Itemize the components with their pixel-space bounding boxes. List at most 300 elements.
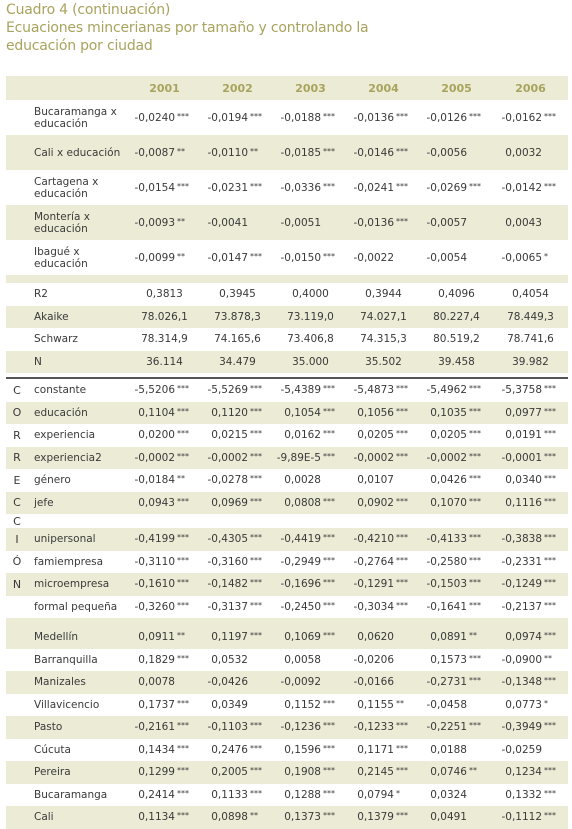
stat-value: 0,4054	[512, 288, 549, 301]
coef-value: 0,1054	[284, 406, 321, 419]
coef-cell	[493, 671, 568, 694]
significance-stars: ***	[544, 111, 556, 121]
coef-cell	[128, 626, 201, 649]
coef-cell	[274, 739, 347, 762]
significance-stars: ***	[250, 788, 262, 798]
coef-cell	[128, 649, 201, 672]
coef-cell	[420, 573, 493, 596]
stat-value: 78.314,9	[141, 333, 188, 346]
coef-value: -0,2137	[501, 600, 542, 613]
coef-cell	[493, 492, 568, 515]
coef-cell	[420, 806, 493, 829]
coef-value: 0,0902	[357, 496, 394, 509]
significance-stars: ***	[396, 555, 408, 565]
row-label: R2	[34, 288, 48, 301]
significance-stars: ***	[469, 474, 481, 484]
coef-value: 0,2476	[211, 743, 248, 756]
row-label	[28, 514, 128, 528]
significance-stars: ***	[323, 533, 335, 543]
coef-cell	[274, 100, 347, 135]
row-label: Cúcuta	[34, 743, 71, 756]
stat-value: 74.165,6	[214, 333, 261, 346]
coef-value: -0,0231	[207, 181, 248, 194]
coef-value: -0,0240	[134, 111, 175, 124]
coef-cell	[201, 135, 274, 170]
coef-cell	[128, 573, 201, 596]
coef-cell	[420, 716, 493, 739]
coef-cell	[201, 649, 274, 672]
coef-value: 0,0808	[284, 496, 321, 509]
coef-cell	[347, 170, 420, 205]
row-label: Pereira	[28, 761, 128, 784]
year-header: 2001	[128, 76, 201, 100]
coef-value: -0,0241	[353, 181, 394, 194]
row-label: formal pequeña	[34, 600, 118, 613]
significance-stars: ***	[323, 429, 335, 439]
coef-cell	[201, 671, 274, 694]
coef-cell	[347, 716, 420, 739]
coef-cell	[420, 135, 493, 170]
significance-stars: ***	[469, 555, 481, 565]
coef-value: -0,0099	[134, 251, 175, 264]
coef-cell	[274, 671, 347, 694]
coef-cell	[347, 649, 420, 672]
table-row	[6, 694, 568, 717]
coef-cell	[493, 424, 568, 447]
coef-value: 0,0032	[505, 146, 542, 159]
side-letter: R	[6, 447, 28, 470]
coef-value: 0,1596	[284, 743, 321, 756]
coef-cell	[493, 694, 568, 717]
significance-stars: ***	[396, 600, 408, 610]
coef-cell	[128, 694, 201, 717]
header-row	[6, 76, 568, 100]
coef-value: 0,0162	[284, 429, 321, 442]
significance-stars: ***	[323, 788, 335, 798]
stat-value: 34.479	[201, 351, 274, 374]
coef-cell	[420, 671, 493, 694]
table-row	[6, 671, 568, 694]
significance-stars: ***	[177, 451, 189, 461]
coef-cell	[347, 596, 420, 619]
significance-stars: **	[250, 811, 258, 821]
row-label: Akaike	[28, 306, 128, 329]
coef-cell	[274, 424, 347, 447]
coef-cell	[274, 761, 347, 784]
coef-cell	[347, 784, 420, 807]
coef-value: -0,3034	[353, 600, 394, 613]
significance-stars: ***	[177, 533, 189, 543]
significance-stars: ***	[469, 676, 481, 686]
coef-value: 0,0620	[357, 631, 394, 644]
coef-value: -0,0336	[280, 181, 321, 194]
coef-value: -0,0162	[501, 111, 542, 124]
row-label: Ibagué x educación	[34, 245, 88, 270]
coef-value: -0,0188	[280, 111, 321, 124]
table-row	[6, 469, 568, 492]
stat-value: 74.315,3	[360, 333, 407, 346]
header-blank	[28, 76, 128, 100]
coef-value: 0,1234	[505, 766, 542, 779]
side-letter: R	[13, 428, 21, 442]
table-row	[6, 514, 568, 528]
significance-stars: **	[396, 698, 404, 708]
significance-stars: ***	[469, 181, 481, 191]
coef-value: -5,5269	[207, 384, 248, 397]
coef-cell	[493, 761, 568, 784]
coef-value: -0,0002	[207, 451, 248, 464]
significance-stars: ***	[250, 766, 262, 776]
significance-stars: ***	[396, 496, 408, 506]
significance-stars: ***	[544, 181, 556, 191]
coef-cell	[274, 378, 347, 402]
significance-stars: ***	[544, 631, 556, 641]
coef-value: -0,0142	[501, 181, 542, 194]
coef-value: -0,0150	[280, 251, 321, 264]
side-letter: E	[13, 473, 21, 487]
coef-value: -0,0146	[353, 146, 394, 159]
significance-stars: ***	[177, 496, 189, 506]
coef-value: 0,1152	[284, 698, 321, 711]
coef-cell	[274, 596, 347, 619]
side-letter: C	[13, 383, 21, 397]
coef-value: 0,0107	[357, 474, 394, 487]
coef-cell	[347, 573, 420, 596]
coef-value: -0,0001	[501, 451, 542, 464]
coef-cell	[128, 492, 201, 515]
table-row	[6, 170, 568, 205]
stat-value: 0,4096	[438, 288, 475, 301]
table-row	[6, 447, 568, 470]
table-caption	[6, 1, 368, 55]
stat-value: 35.000	[274, 351, 347, 374]
coef-value: -0,1348	[501, 676, 542, 689]
significance-stars: ***	[396, 743, 408, 753]
coef-value: -0,0278	[207, 474, 248, 487]
table-row	[6, 306, 568, 329]
significance-stars: ***	[177, 600, 189, 610]
coef-value: 0,1171	[357, 743, 394, 756]
stat-value: 0,4000	[292, 288, 329, 301]
stat-value: 0,3813	[146, 288, 183, 301]
coef-value: -0,0056	[426, 146, 467, 159]
coef-cell	[420, 402, 493, 425]
significance-stars: ***	[396, 721, 408, 731]
coef-cell	[274, 528, 347, 551]
significance-stars: ***	[469, 496, 481, 506]
significance-stars: ***	[323, 811, 335, 821]
coef-cell	[128, 205, 201, 240]
significance-stars: ***	[177, 743, 189, 753]
coef-value: 0,0898	[211, 811, 248, 824]
coef-cell	[493, 514, 568, 528]
significance-stars: ***	[177, 721, 189, 731]
coef-cell	[128, 100, 201, 135]
significance-stars: ***	[396, 533, 408, 543]
table-row	[6, 761, 568, 784]
coef-cell	[128, 671, 201, 694]
coef-cell	[493, 447, 568, 470]
coef-cell	[347, 806, 420, 829]
coef-cell	[274, 447, 347, 470]
coef-value: -0,1503	[426, 578, 467, 591]
coef-cell	[420, 761, 493, 784]
row-label: Bucaramanga x educación	[34, 105, 117, 130]
coef-cell	[201, 205, 274, 240]
significance-stars: **	[469, 631, 477, 641]
coef-value: 0,0532	[211, 653, 248, 666]
row-label: Cartagena x educación	[34, 175, 99, 200]
coef-cell	[420, 424, 493, 447]
stat-value: 36.114	[128, 351, 201, 374]
significance-stars: **	[250, 146, 258, 156]
coef-value: -0,1103	[207, 721, 248, 734]
coef-cell	[420, 596, 493, 619]
coef-value: -5,4873	[353, 384, 394, 397]
table-row	[6, 135, 568, 170]
significance-stars: ***	[323, 496, 335, 506]
coef-value: -0,0057	[426, 216, 467, 229]
coef-value: -0,0206	[353, 653, 394, 666]
coef-cell	[274, 694, 347, 717]
coef-value: -0,0426	[207, 676, 248, 689]
coef-cell	[128, 739, 201, 762]
coef-cell	[493, 739, 568, 762]
coef-cell	[347, 100, 420, 135]
coef-value: 0,2414	[138, 788, 175, 801]
significance-stars: ***	[469, 600, 481, 610]
coef-cell	[493, 402, 568, 425]
coef-cell	[274, 469, 347, 492]
coef-value: 0,0977	[505, 406, 542, 419]
coef-cell	[420, 739, 493, 762]
table-row	[6, 328, 568, 351]
significance-stars: ***	[544, 496, 556, 506]
coef-value: -0,0093	[134, 216, 175, 229]
coef-value: 0,1288	[284, 788, 321, 801]
coef-value: -0,1641	[426, 600, 467, 613]
table-row	[6, 596, 568, 619]
coef-cell	[420, 170, 493, 205]
coef-value: -0,0022	[353, 251, 394, 264]
coef-cell	[347, 551, 420, 574]
coef-value: 0,0058	[284, 653, 321, 666]
coef-cell	[493, 205, 568, 240]
caption-line-3: educación por ciudad	[6, 38, 153, 54]
stat-value: 73.406,8	[287, 333, 334, 346]
stat-value: 35.502	[347, 351, 420, 374]
significance-stars: ***	[544, 578, 556, 588]
significance-stars: ***	[323, 555, 335, 565]
coef-cell	[420, 514, 493, 528]
coef-cell	[493, 596, 568, 619]
coef-cell	[420, 551, 493, 574]
coef-cell	[493, 806, 568, 829]
coef-value: -0,1249	[501, 578, 542, 591]
significance-stars: *	[544, 698, 548, 708]
significance-stars: ***	[250, 721, 262, 731]
coef-value: 0,0943	[138, 496, 175, 509]
coef-cell	[420, 378, 493, 402]
significance-stars: **	[544, 653, 552, 663]
coef-value: -0,0054	[426, 251, 467, 264]
coef-cell	[347, 626, 420, 649]
table-row	[6, 739, 568, 762]
coef-cell	[201, 492, 274, 515]
coef-value: -0,3838	[501, 533, 542, 546]
stat-value: 39.982	[493, 351, 568, 374]
coef-cell	[274, 170, 347, 205]
coef-cell	[201, 240, 274, 275]
significance-stars: **	[177, 146, 185, 156]
coef-value: -0,2949	[280, 555, 321, 568]
coef-value: -9,89E-5	[276, 451, 321, 464]
coef-cell	[128, 784, 201, 807]
significance-stars: ***	[250, 555, 262, 565]
coef-cell	[347, 694, 420, 717]
coef-value: 0,0340	[505, 474, 542, 487]
coef-value: -0,2731	[426, 676, 467, 689]
coef-value: 0,0794	[357, 788, 394, 801]
row-label: Barranquilla	[34, 653, 98, 666]
coef-value: 0,1120	[211, 406, 248, 419]
table-row	[6, 283, 568, 306]
table-row	[6, 205, 568, 240]
coef-value: -0,1482	[207, 578, 248, 591]
coef-cell	[493, 528, 568, 551]
significance-stars: ***	[396, 578, 408, 588]
coef-value: 0,0205	[357, 429, 394, 442]
coef-cell	[420, 528, 493, 551]
coef-value: 0,1133	[211, 788, 248, 801]
coef-value: -0,4305	[207, 533, 248, 546]
row-label: unipersonal	[28, 528, 128, 551]
coef-cell	[274, 784, 347, 807]
coef-cell	[201, 100, 274, 135]
side-letter: O	[6, 402, 28, 425]
table-row	[6, 402, 568, 425]
year-header: 2002	[201, 76, 274, 100]
stat-value: 78.449,3	[493, 306, 568, 329]
coef-cell	[493, 573, 568, 596]
significance-stars: ***	[396, 146, 408, 156]
coef-value: 0,0078	[138, 676, 175, 689]
significance-stars: ***	[177, 766, 189, 776]
caption-line-2: Ecuaciones mincerianas por tamaño y controlando la	[6, 20, 369, 36]
significance-stars: ***	[177, 555, 189, 565]
coef-cell	[201, 784, 274, 807]
coef-value: -0,4199	[134, 533, 175, 546]
row-gap	[6, 275, 568, 283]
coef-value: 0,0891	[430, 631, 467, 644]
coef-value: 0,0349	[211, 698, 248, 711]
row-label: Cali x educación	[28, 135, 128, 170]
coef-value: 0,1573	[430, 653, 467, 666]
significance-stars: **	[177, 251, 185, 261]
row-label: Villavicencio	[34, 698, 100, 711]
table-row	[6, 424, 568, 447]
coef-value: -0,0051	[280, 216, 321, 229]
significance-stars: ***	[250, 533, 262, 543]
significance-stars: ***	[250, 451, 262, 461]
significance-stars: ***	[323, 698, 335, 708]
significance-stars: ***	[177, 811, 189, 821]
coef-value: 0,0188	[430, 743, 467, 756]
coef-value: 0,0746	[430, 766, 467, 779]
table-row	[6, 240, 568, 275]
significance-stars: ***	[544, 811, 556, 821]
coef-value: -0,4419	[280, 533, 321, 546]
significance-stars: ***	[396, 451, 408, 461]
side-letter	[6, 596, 28, 619]
significance-stars: ***	[469, 533, 481, 543]
coef-cell	[493, 135, 568, 170]
coef-cell	[201, 514, 274, 528]
stat-value: 74.027,1	[347, 306, 420, 329]
significance-stars: **	[177, 216, 185, 226]
coef-cell	[347, 514, 420, 528]
coef-cell	[274, 716, 347, 739]
coef-cell	[493, 469, 568, 492]
row-label: constante	[34, 384, 87, 397]
coef-cell	[201, 528, 274, 551]
coef-cell	[201, 424, 274, 447]
coef-value: -0,2161	[134, 721, 175, 734]
coef-value: -0,0184	[134, 474, 175, 487]
stat-value: 0,3944	[365, 288, 402, 301]
coef-value: -0,1112	[501, 811, 542, 824]
coef-value: 0,0911	[138, 631, 175, 644]
stat-value: 78.741,6	[507, 333, 554, 346]
coef-cell	[274, 135, 347, 170]
year-header: 2004	[347, 76, 420, 100]
significance-stars: ***	[323, 721, 335, 731]
significance-stars: ***	[396, 384, 408, 394]
coef-value: -0,1236	[280, 721, 321, 734]
significance-stars: ***	[469, 451, 481, 461]
coef-value: -0,2764	[353, 555, 394, 568]
row-label: N	[28, 351, 128, 374]
significance-stars: ***	[544, 721, 556, 731]
coef-cell	[128, 596, 201, 619]
coef-cell	[274, 514, 347, 528]
coef-value: -0,0110	[207, 146, 248, 159]
significance-stars: ***	[177, 578, 189, 588]
row-label: Manizales	[28, 671, 128, 694]
stat-value: 80.519,2	[433, 333, 480, 346]
coef-cell	[274, 551, 347, 574]
coef-cell	[347, 402, 420, 425]
significance-stars: ***	[250, 384, 262, 394]
coef-cell	[201, 716, 274, 739]
coef-value: -0,3160	[207, 555, 248, 568]
significance-stars: ***	[250, 578, 262, 588]
coef-value: 0,0969	[211, 496, 248, 509]
coef-cell	[347, 378, 420, 402]
coef-cell	[493, 626, 568, 649]
coef-value: -0,2580	[426, 555, 467, 568]
significance-stars: ***	[323, 111, 335, 121]
coef-value: -0,3260	[134, 600, 175, 613]
significance-stars: ***	[250, 743, 262, 753]
significance-stars: ***	[177, 111, 189, 121]
coef-cell	[347, 135, 420, 170]
coef-cell	[201, 402, 274, 425]
coef-value: -0,1696	[280, 578, 321, 591]
caption-line-1: Cuadro 4 (continuación)	[6, 2, 171, 18]
row-label: Cali	[28, 806, 128, 829]
coef-value: 0,1332	[505, 788, 542, 801]
